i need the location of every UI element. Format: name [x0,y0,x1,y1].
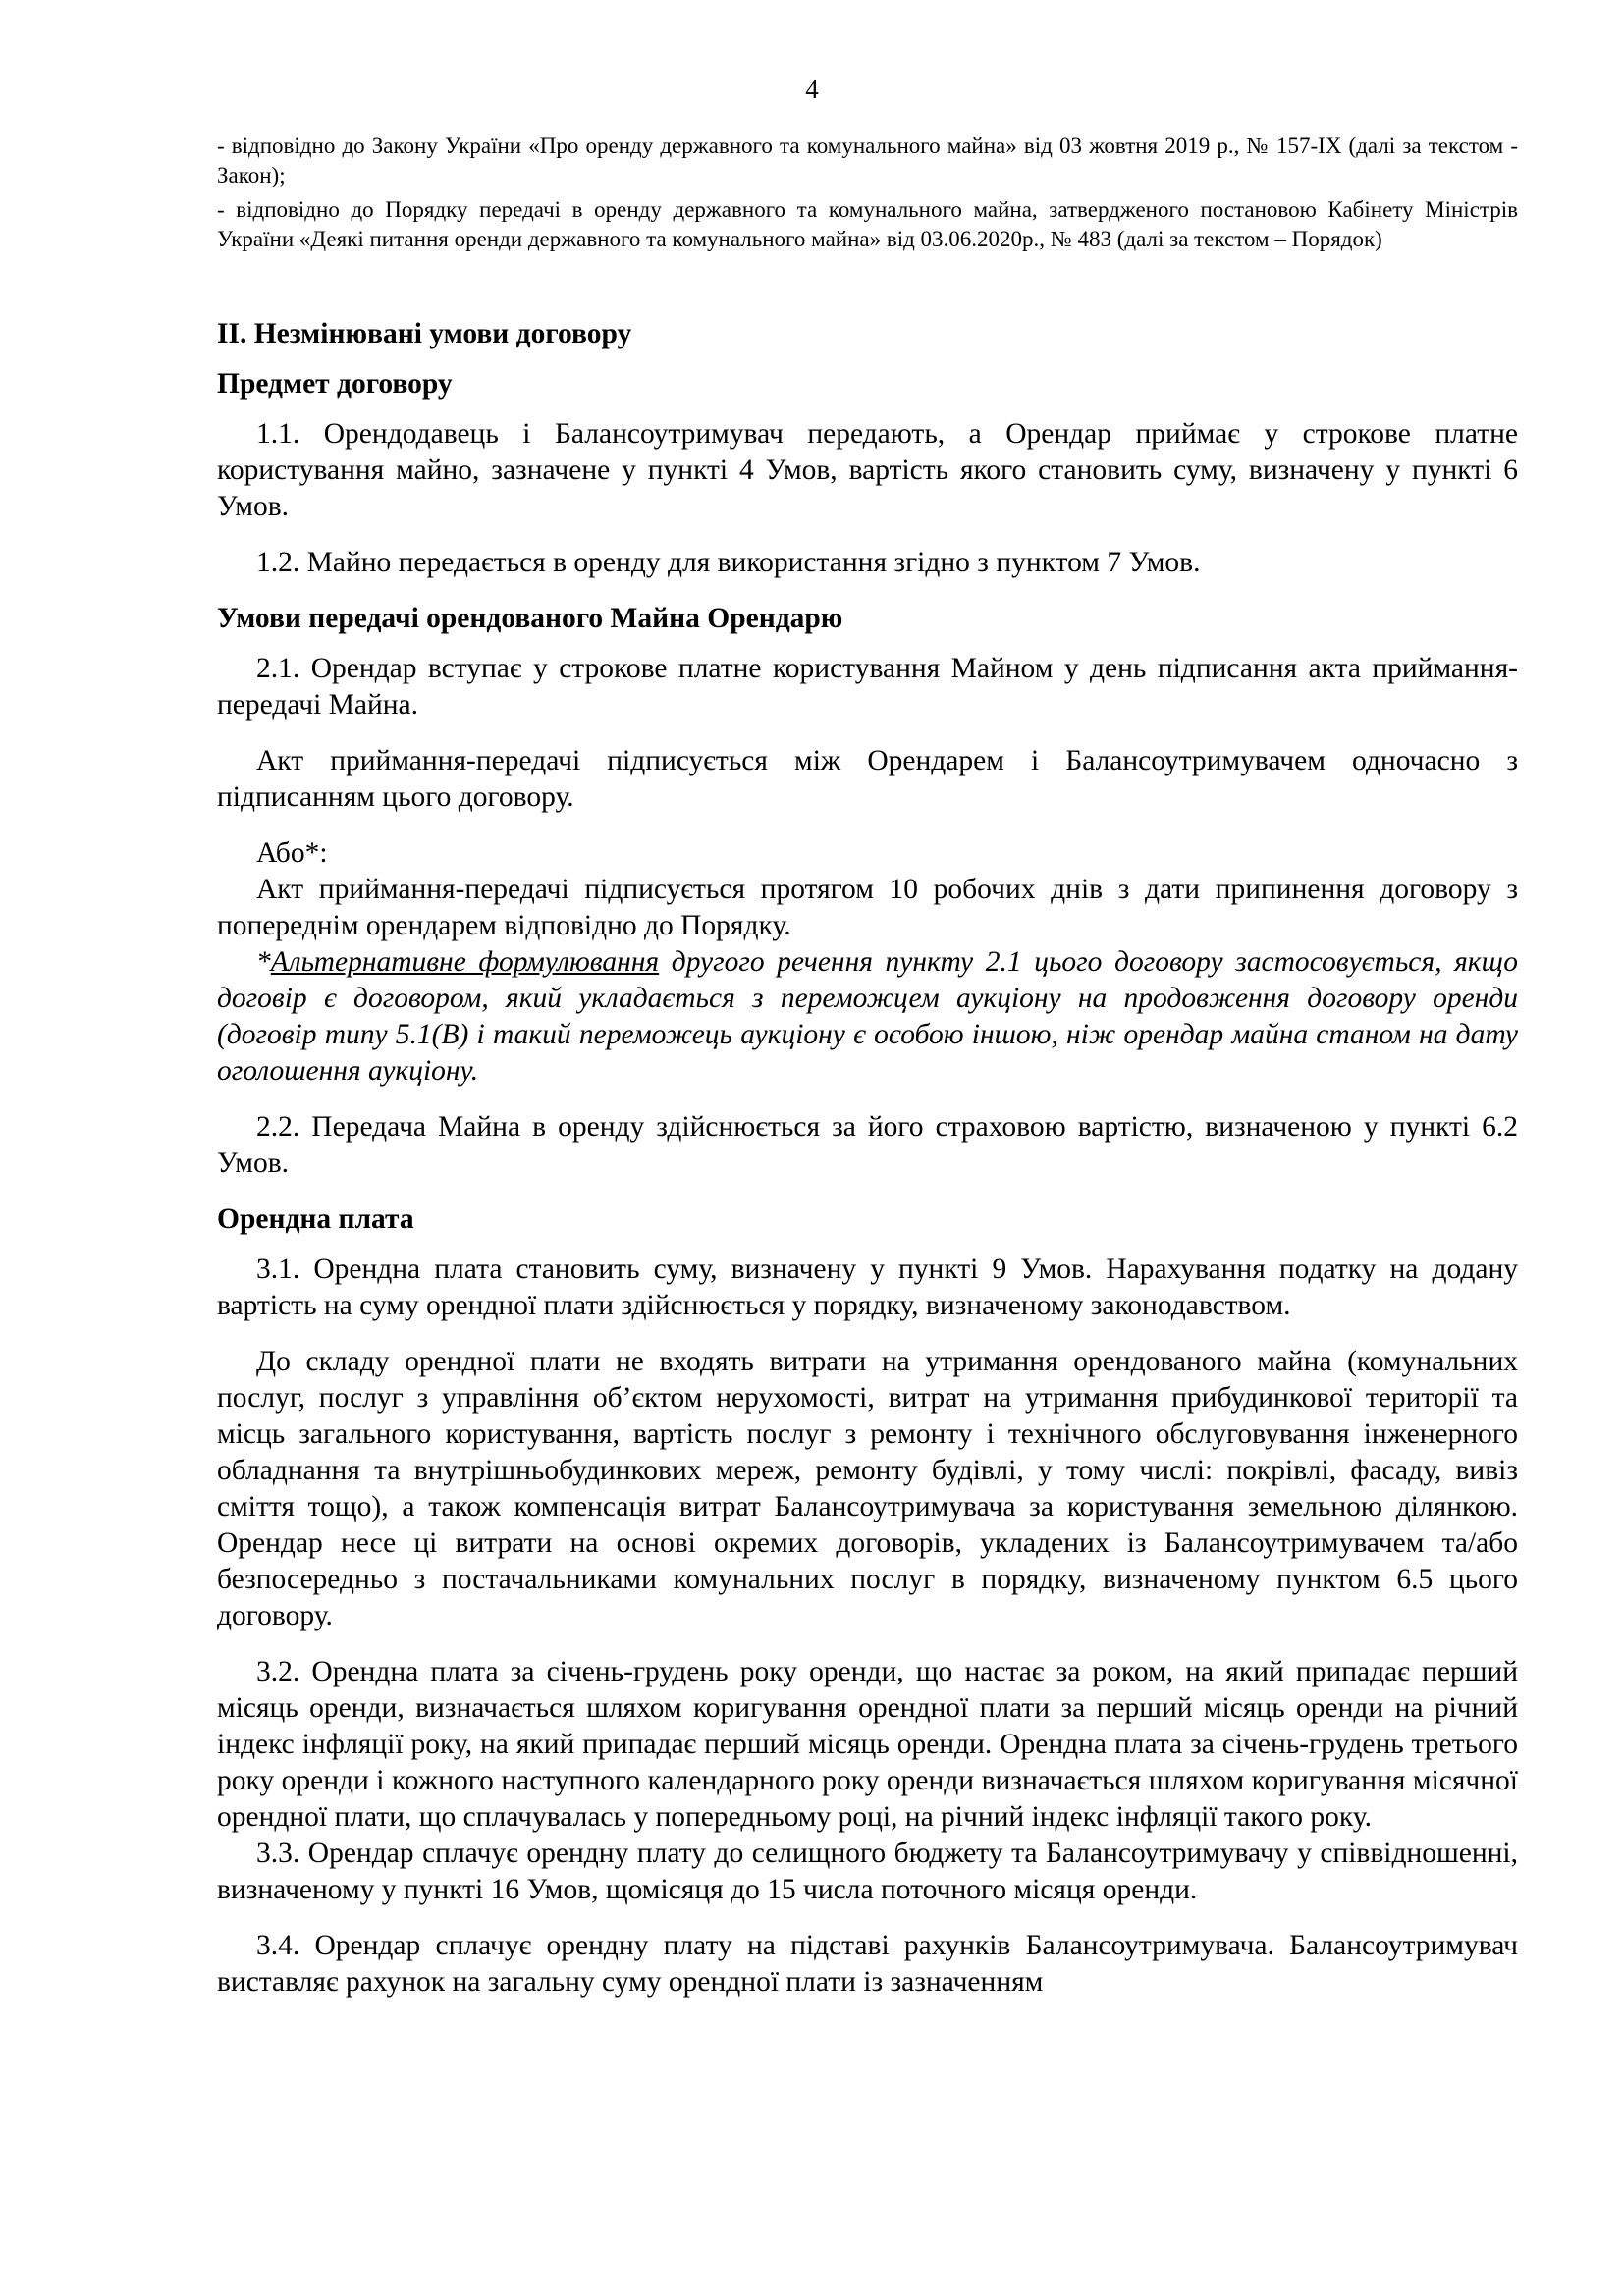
rent-exclusions-paragraph: До складу орендної плати не входять витрати на утримання орендованого майна (комунальних послуг, послуг з управління об’єктом нерухомості, витрат на утримання прибудинкової території та місць загального користування, вартість послуг з ремонту і технічного обслуговування інженерного обладнання та внутрішньобудинкових мереж, ремонту будівлі, у тому числі: покрівлі, фасаду, вивіз сміття тощо), а також компенсація витрат Балансоутримувача за користування земельною ділянкою. Орендар несе ці витрати на основі окремих договорів, укладених із Балансоутримувачем та/або безпосередньо з постачальниками комунальних послуг в порядку, визначеному пунктом 6.5 цього договору. [217,1346,1518,1631]
heading-rent: Орендна плата [217,1203,414,1235]
act-signing-paragraph: Акт приймання-передачі підписується між Орендарем і Балансоутримувачем одночасно з підписанням цього договору. [217,745,1518,813]
clause-3-3: 3.3. Орендар сплачує орендну плату до селищного бюджету та Балансоутримувачу у співвідношенні, визначеному у пункті 16 Умов, щомісяця до 15 числа поточного місяця оренди. [217,1838,1518,1905]
alternative-note [217,944,1518,1090]
clause-2-1: 2.1. Орендар вступає у строкове платне користування Майном у день підписання акта приймання-передачі Майна. [217,653,1518,721]
heading-transfer: Умови передачі орендованого Майна Орендарю [217,603,843,634]
clause-1-2: 1.2. Майно передається в оренду для використання згідно з пунктом 7 Умов. [256,547,1201,578]
legal-basis-item: - відповідно до Порядку передачі в оренду державного та комунального майна, затвердженого постановою Кабінету Міністрів України «Деякі питання оренди державного та комунального майна» від 03.06.2020р., № 483 (далі за текстом – Порядок) [217,197,1518,251]
legal-basis-item: - відповідно до Закону України «Про оренду державного та комунального майна» від 03 жовтня 2019 р., № 157-IX (далі за текстом - Закон); [217,133,1518,187]
section-title: ІІ. Незмінювані умови договору [217,318,632,349]
heading-subject: Предмет договору [217,368,453,400]
contract-body [217,316,1518,2001]
clause-3-1: 3.1. Орендна плата становить суму, визначену у пункті 9 Умов. Нарахування податку на додану вартість на суму орендної плати здійснюється у порядку, визначеному законодавством. [217,1254,1518,1321]
act-alternative-paragraph: Акт приймання-передачі підписується протягом 10 робочих днів з дати припинення договору з попереднім орендарем відповідно до Порядку. [217,874,1518,941]
alternative-label: Або*: [256,837,328,869]
note-asterisk: * [256,946,271,978]
page-number: 4 [805,75,819,104]
legal-basis-list [217,132,1518,259]
note-text: другого речення пункту 2.1 цього договору застосовується, якщо договір є договором, який укладається з переможцем аукціону на продовження договору оренди (договір типу 5.1(В) і такий переможець аукціону є особою іншою, ніж орендар майна станом на дату оголошення аукціону. [217,946,1518,1087]
clause-3-2: 3.2. Орендна плата за січень-грудень року оренди, що настає за роком, на який припадає перший місяць оренди, визначається шляхом коригування орендної плати за перший місяць оренди на річний індекс інфляції року, на який припадає перший місяць оренди. Орендна плата за січень-грудень третього року оренди і кожного наступного календарного року оренди визначається шляхом коригування місячної орендної плати, що сплачувалась у попередньому році, на річний індекс інфляції такого року. [217,1656,1518,1833]
clause-1-1: 1.1. Орендодавець і Балансоутримувач передають, а Орендар приймає у строкове платне користування майно, зазначене у пункті 4 Умов, вартість якого становить суму, визначену у пункті 6 Умов. [217,418,1518,522]
clause-3-4: 3.4. Орендар сплачує орендну плату на підставі рахунків Балансоутримувача. Балансоутримувач виставляє рахунок на загальну суму орендної плати із зазначенням [217,1930,1518,1998]
clause-2-2: 2.2. Передача Майна в оренду здійснюється за його страховою вартістю, визначеною у пункті 6.2 Умов. [217,1111,1518,1179]
note-underlined-text: Альтернативне формулювання [270,946,660,978]
